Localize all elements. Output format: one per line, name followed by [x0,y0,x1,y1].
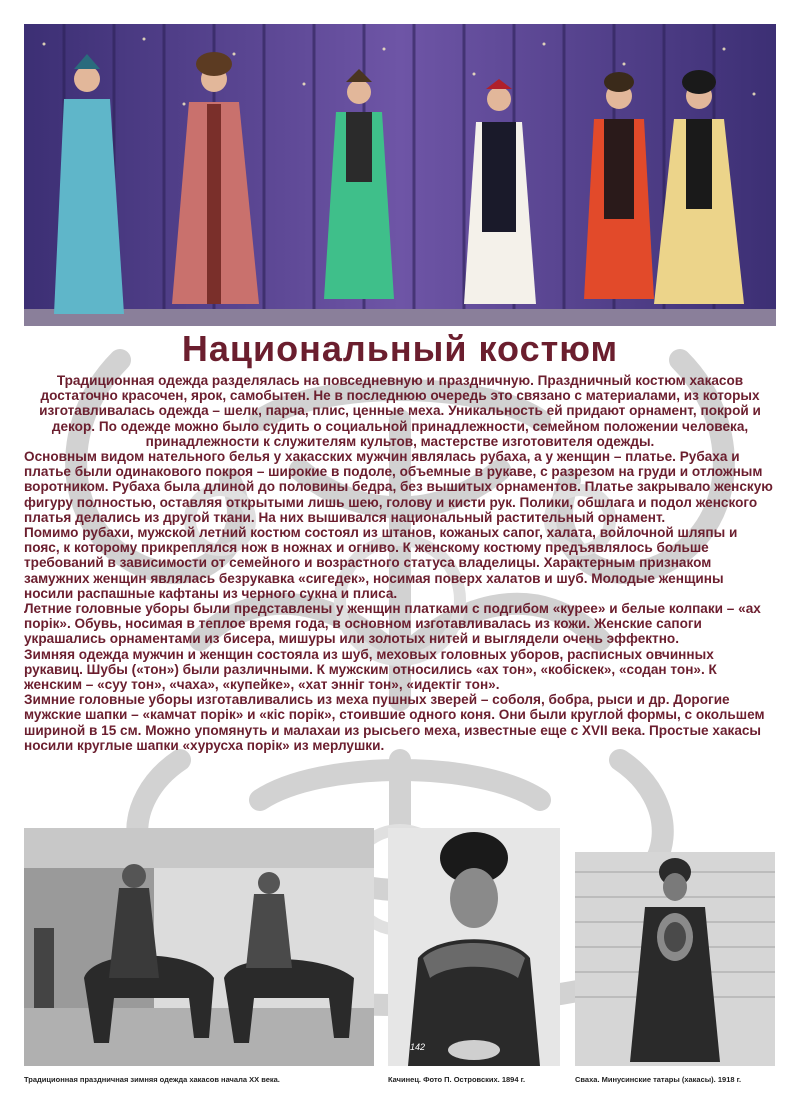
page-title: Национальный костюм [181,328,619,369]
stage-photo-illustration [24,24,776,326]
riders-illustration [24,828,374,1066]
caption-right: Сваха. Минусинские татары (хакасы). 1918 г. [575,1075,742,1084]
portrait-photo [388,828,560,1066]
body-paragraph: Основным видом нательного белья у хакасских мужчин являлась рубаха, а у женщин – платье. Рубаха и платье были одинакового покроя – широкие в подоле, объемные в рукаве, с разрезом на груди и отложным воротником. Рубаха была длиной до половины бедра, без вышитых орнаментов. Платье закрывало женскую фигуру полностью, оставляя открытыми лишь шею, голову и кисти рук. Полики, обшлага и подол женского платья делались из другой ткани. На них вышивался национальный растительный орнамент. [24,449,773,525]
body-paragraph: Зимняя одежда мужчин и женщин состояла из шуб, меховых головных уборов, расписных овчинных рукавиц. Шубы («тон») были различными. К мужским относились «ах тон», «кобіскек», «содан тон». К женским – «суу тон», «чаха», «купейке», «хат эннiг тон», «идектiг тон». [24,646,717,693]
caption-left: Традиционная праздничная зимняя одежда хакасов начала XX века. [24,1075,280,1084]
body-paragraph: Помимо рубахи, мужской летний костюм состоял из штанов, кожаных сапог, халата, войлочной шляпы и пояс, к которому прикреплялся нож в ножнах и огниво. К женскому костюму предъявлялось больше требований в зависимости от семейного и возрастного статуса владелицы. Характерным признаком замужних женщин являлась безрукавка «сигедек», носимая поверх халатов и шуб. Молодые женщины носили распашные кафтаны из черного сукна и плиса. [24,525,738,601]
body-paragraph: Летние головные уборы были представлены у женщин платками с подгибом «курее» и белые колпаки – «ах порік». Обувь, носимая в теплое время года, в основном изготавливалась из кожи. Женские сапоги украшались орнаментами из бисера, мишуры или золотых нитей и выглядели очень эффектно. [24,601,761,647]
caption-middle: Качинец. Фото П. Островских. 1894 г. [388,1075,526,1084]
intro-paragraph: Традиционная одежда разделялась на повседневную и праздничную. Праздничный костюм хакасов достаточно красочен, ярок, самобытен. Не в последнюю очередь это связано с материалами, из которых изготавливалась одежда – шелк, парча, плис, ценные меха. Уникальность ей придают орнамент, покрой и декор. По одежде можно было судить о социальной принадлежности, семейном положении человека, принадлежности к служителям культов, мастерстве изготовителя одежды. [39,373,761,449]
woman-photo [575,852,775,1066]
riders-photo [24,828,374,1066]
stage-costumes-photo [24,24,776,326]
body-paragraph: Зимние головные уборы изготавливались из меха пушных зверей – соболя, бобра, рыси и др. Дорогие мужские шапки – «камчат порік» и «кіс порік», стоившие одного коня. Они были круглой формы, с окольшем шириной в 15 см. Можно упомянуть и малахаи из рысьего меха, известные еще с XVII века. Простые хакасы носили круглые шапки «хурусха порік» из мерлушки. [24,692,765,753]
woman-illustration [575,852,775,1066]
portrait-illustration [388,828,560,1066]
photo-number: 142 [410,1042,426,1052]
article-body [24,373,776,753]
